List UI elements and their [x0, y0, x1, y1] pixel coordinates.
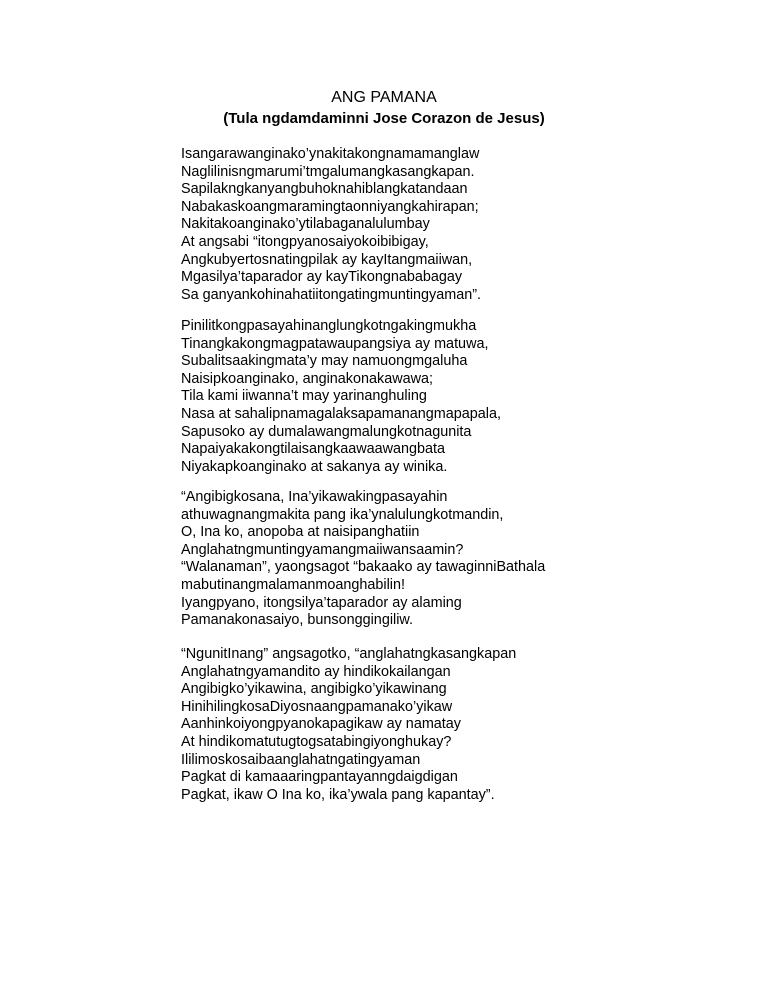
stanza-line: At hindikomatutugtogsatabingiyonghukay? — [181, 733, 452, 750]
stanza-line: mabutinangmalamanmoanghabilin! — [181, 576, 405, 593]
stanza-line: At angsabi “itongpyanosaiyokoibibigay, — [181, 233, 429, 250]
stanza-line: “NgunitInang” angsagotko, “anglahatngkasangkapan — [181, 646, 517, 662]
stanza-line: “Walanaman”, yaongsagot “bakaako ay tawaginniBathala — [181, 559, 546, 576]
stanza-line: Nakitakoanginako’ytilabaganalulumbay — [181, 216, 430, 233]
stanza-line: Pinilitkongpasayahinanglungkotngakingmukha — [181, 318, 477, 334]
stanza-line: Tila kami iiwanna’t may yarinanghuling — [181, 388, 427, 405]
stanza-line: Naglilinisngmarumi’tmgalumangkasangkapan. — [181, 163, 475, 180]
stanza-line: Anglahatngyamandito ay hindikokailangan — [181, 663, 451, 680]
poem-title: ANG PAMANA — [331, 89, 437, 106]
stanza-line: HinihilingkosaDiyosnaangpamanako’yikaw — [181, 698, 453, 715]
stanza-line: Isangarawanginako’ynakitakongnamamanglaw — [181, 146, 480, 162]
stanza-line: O, Ina ko, anopoba at naisipanghatiin — [181, 524, 420, 541]
stanza-line: Napaiyakakongtilaisangkaawaawangbata — [181, 441, 446, 458]
stanza-line: Sa ganyankohinahatiitongatingmuntingyaman”. — [181, 286, 482, 303]
stanza-line: Niyakapkoanginako at sakanya ay winika. — [181, 458, 448, 475]
stanza-line: Pagkat, ikaw O Ina ko, ika’ywala pang kapantay”. — [181, 786, 495, 803]
stanza-line: Anglahatngmuntingyamangmaiiwansaamin? — [181, 541, 464, 558]
stanza-line: Nasa at sahalipnamagalaksapamanangmapapala, — [181, 405, 502, 422]
stanza-4 — [181, 646, 516, 804]
stanza-line: Subalitsaakingmata’y may namuongmgaluha — [181, 353, 468, 370]
stanza-line: Iyangpyano, itongsilya’taparador ay alaming — [181, 594, 462, 611]
stanza-line: Ililimoskosaibaanglahatngatingyaman — [181, 751, 421, 768]
stanza-line: athuwagnangmakita pang ika’ynalulungkotmandin, — [181, 506, 504, 523]
stanza-line: Sapilakngkanyangbuhoknahiblangkatandaan — [181, 181, 468, 198]
stanza-line: Angkubyertosnatingpilak ay kayItangmaiiwan, — [181, 251, 473, 268]
stanza-line: Aanhinkoiyongpyanokapagikaw ay namatay — [181, 716, 462, 733]
stanza-line: Sapusoko ay dumalawangmalungkotnagunita — [181, 423, 472, 440]
stanza-3 — [181, 489, 545, 630]
stanza-2 — [181, 318, 501, 476]
stanza-line: Tinangkakongmagpatawaupangsiya ay matuwa, — [181, 335, 489, 352]
stanza-line: Mgasilya’taparador ay kayTikongnababagay — [181, 269, 463, 286]
stanza-line: “Angibigkosana, Ina’yikawakingpasayahin — [181, 489, 448, 505]
stanza-line: Naisipkoanginako, anginakonakawawa; — [181, 370, 434, 387]
poem-subtitle: (Tula ngdamdaminni Jose Corazon de Jesus) — [223, 110, 545, 127]
stanza-line: Pamanakonasaiyo, bunsonggingiliw. — [181, 612, 414, 629]
stanza-line: Angibigko’yikawina, angibigko’yikawinang — [181, 681, 447, 698]
stanza-line: Nabakaskoangmaramingtaonniyangkahirapan; — [181, 198, 479, 215]
stanza-1 — [181, 146, 481, 304]
stanza-line: Pagkat di kamaaaringpantayanngdaigdigan — [181, 769, 458, 786]
